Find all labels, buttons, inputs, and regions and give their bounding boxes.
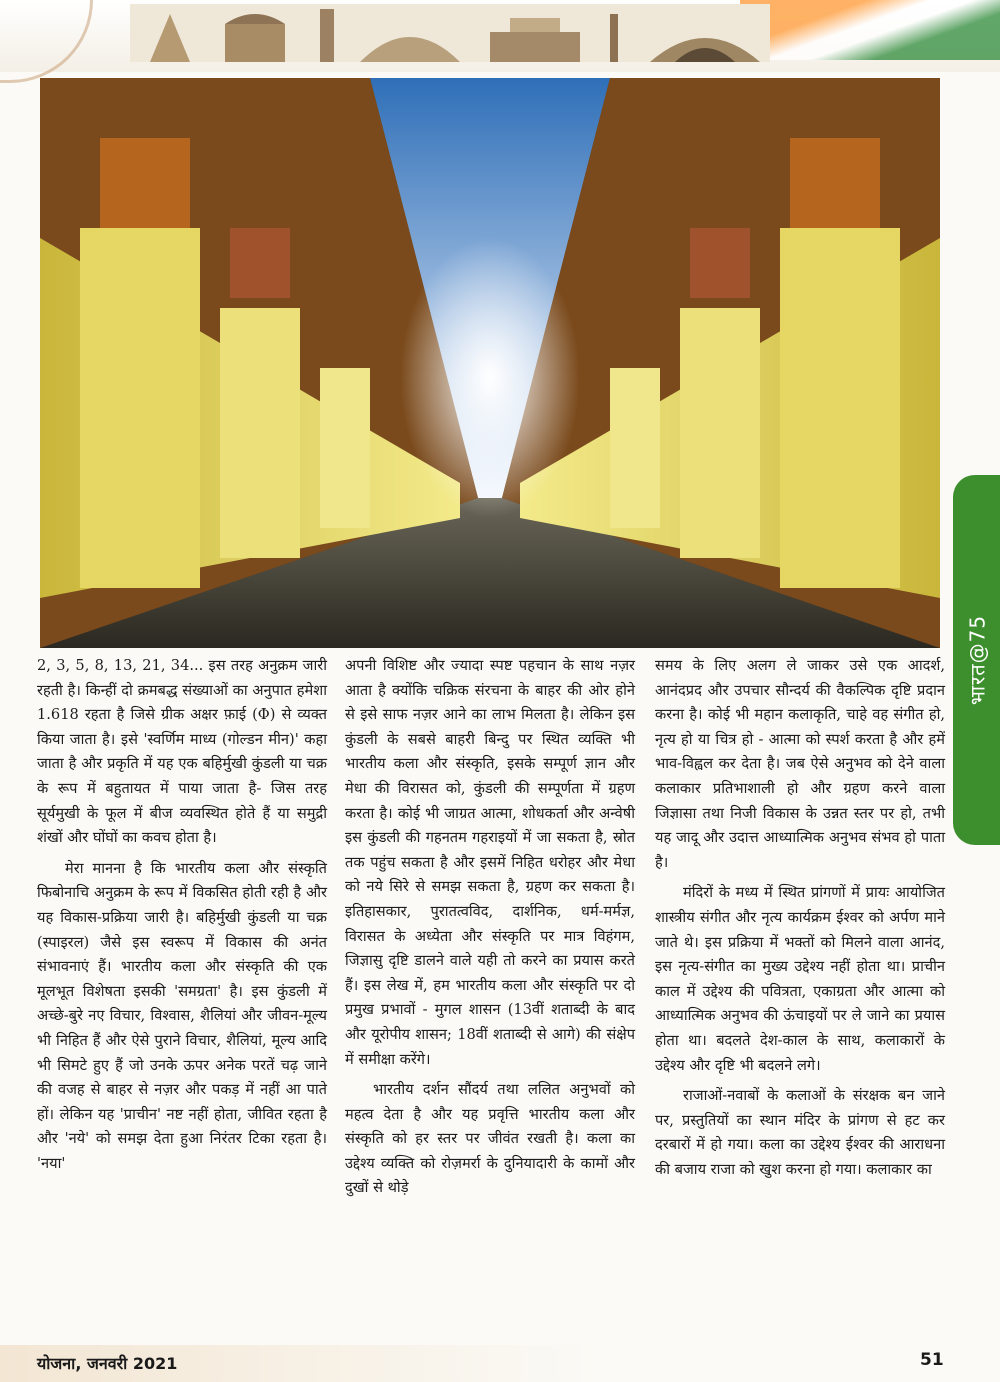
text-column-1 — [37, 654, 327, 1182]
paragraph: मंदिरों के मध्य में स्थित प्रांगणों में प्रायः आयोजित शास्त्रीय संगीत और नृत्य कार्यक्रम ईश्वर को अर्पण माने जाते थे। इस प्रक्रिया में भक्तों को मिलने वाला आनंद, इस नृत्य-संगीत का मुख्य उद्देश्य नहीं होता था। प्राचीन काल में उद्देश्य की पवित्रता, एकाग्रता और आत्मा को आध्यात्मिक अनुभव की ऊंचाइयों पर ले जाने का प्रयास होता था। बदलते देश-काल के साथ, कलाकारों के उद्देश्य और दृष्टि भी बदलने लगे। — [655, 884, 945, 1074]
text-column-3 — [655, 654, 945, 1188]
paragraph: मेरा मानना है कि भारतीय कला और संस्कृति फिबोनाचि अनुक्रम के रूप में विकसित होती रही है और यह विकास-प्रक्रिया जारी है। बहिर्मुखी कुंडली या चक्र (स्पाइरल) जैसे इस स्वरूप में विकास की अनंत संभावनाएं हैं। भारतीय कला और संस्कृति की एक मूलभूत विशेषता इसकी 'समग्रता' है। इस कुंडली में अच्छे-बुरे नए विचार, विश्वास, शैलियां और जीवन-मूल्य भी निहित हैं और ऐसे पुराने विचार, शैलियां, मूल्य आदि भी सिमटे हुए हैं जो उनके ऊपर अनेक परतें चढ़ जाने की वजह से बाहर से नज़र और पकड़ में नहीं आ पाते हों। लेकिन यह 'प्राचीन' नष्ट नहीं होता, जीवित रहता है और 'नये' को समझ देता हुआ निरंतर टिका रहता है। 'नया' — [37, 859, 327, 1172]
paragraph: अपनी विशिष्ट और ज्यादा स्पष्ट पहचान के साथ नज़र आता है क्योंकि चक्रिक संरचना के बाहर की ओर होने से इसे साफ नज़र आने का लाभ मिलता है। लेकिन इस कुंडली के सबसे बाहरी बिन्दु पर स्थित व्यक्ति भी भारतीय कला और संस्कृति, इसके सम्पूर्ण ज्ञान और मेधा की विरासत को, कुंडली की सम्पूर्णता में ग्रहण करता है। कोई भी जाग्रत आत्मा, शोधकर्ता और अन्वेषी इस कुंडली की गहनतम गहराइयों में जा सकता है, स्रोत तक पहुंच सकता है और इसमें निहित धरोहर और मेधा को नये सिरे से समझ सकता है, ग्रहण कर सकता है। इतिहासकार, पुरातत्वविद, दार्शनिक, धर्म-मर्मज्ञ, विरासत के अध्येता और संस्कृति पर मात्र विहंगम, जिज्ञासु दृष्टि डालने वाले यही तो करने का प्रयास करते हैं। इस लेख में, हम भारतीय कला और संस्कृति पर दो प्रमुख प्रभावों - मुगल शासन (13वीं शताब्दी के बाद और यूरोपीय शासन; 18वीं शताब्दी से आगे) की संक्षेप में समीक्षा करेंगे। — [345, 657, 635, 1068]
section-tab-label: भारत@75 — [965, 614, 989, 706]
paragraph: समय के लिए अलग ले जाकर उसे एक आदर्श, आनंदप्रद और उपचार सौन्दर्य की वैकल्पिक दृष्टि प्रदान करना है। कोई भी महान कलाकृति, चाहे वह संगीत हो, नृत्य हो या चित्र हो - आत्मा को स्पर्श करता है और हमें भाव-विह्वल कर देता है। जब ऐसे अनुभव को देने वाला कलाकार प्रतिभाशाली हो और ग्रहण करने वाला जिज्ञासा तथा निजी विकास के उन्नत स्तर पर हो, तभी यह जादू और उदात्त आध्यात्मिक अनुभव संभव हो पाता है। — [655, 657, 945, 871]
paragraph: भारतीय दर्शन सौंदर्य तथा ललित अनुभवों को महत्व देता है और यह प्रवृत्ति भारतीय कला और संस्कृति को हर स्तर पर जीवंत रखती है। कला का उद्देश्य व्यक्ति को रोज़मर्रा के दुनियादारी के कामों और दुखों से थोड़े — [345, 1081, 635, 1197]
monuments-illustration — [130, 4, 770, 62]
page-number: 51 — [920, 1350, 944, 1370]
tricolor-strip — [740, 0, 1000, 60]
publication-footer: योजना, जनवरी 2021 — [37, 1354, 178, 1373]
paragraph: राजाओं-नवाबों के कलाओं के संरक्षक बन जाने पर, प्रस्तुतियों का स्थान मंदिर के प्रांगण से हट कर दरबारों में हो गया। कला का उद्देश्य ईश्वर की आराधना की बजाय राजा को खुश करना हो गया। कलाकार का — [655, 1087, 945, 1178]
temple-corridor-photo — [40, 78, 940, 648]
text-column-2 — [345, 654, 635, 1207]
paragraph: 2, 3, 5, 8, 13, 21, 34... इस तरह अनुक्रम जारी रहती है। किन्हीं दो क्रमबद्ध संख्याओं का अनुपात हमेशा 1.618 रहता है जिसे ग्रीक अक्षर फ़ाई (Φ) से व्यक्त किया जाता है। इसे 'स्वर्णिम माध्य (गोल्डन मीन)' कहा जाता है और प्रकृति में यह एक बहिर्मुखी कुंडली या चक्र के रूप में बहुतायत में पाया जाता है- जिस तरह सूर्यमुखी के फूल में बीज व्यवस्थित होते हैं या समुद्री शंखों और घोंघों का कवच होता है। — [37, 657, 327, 847]
section-tab — [953, 475, 1000, 845]
